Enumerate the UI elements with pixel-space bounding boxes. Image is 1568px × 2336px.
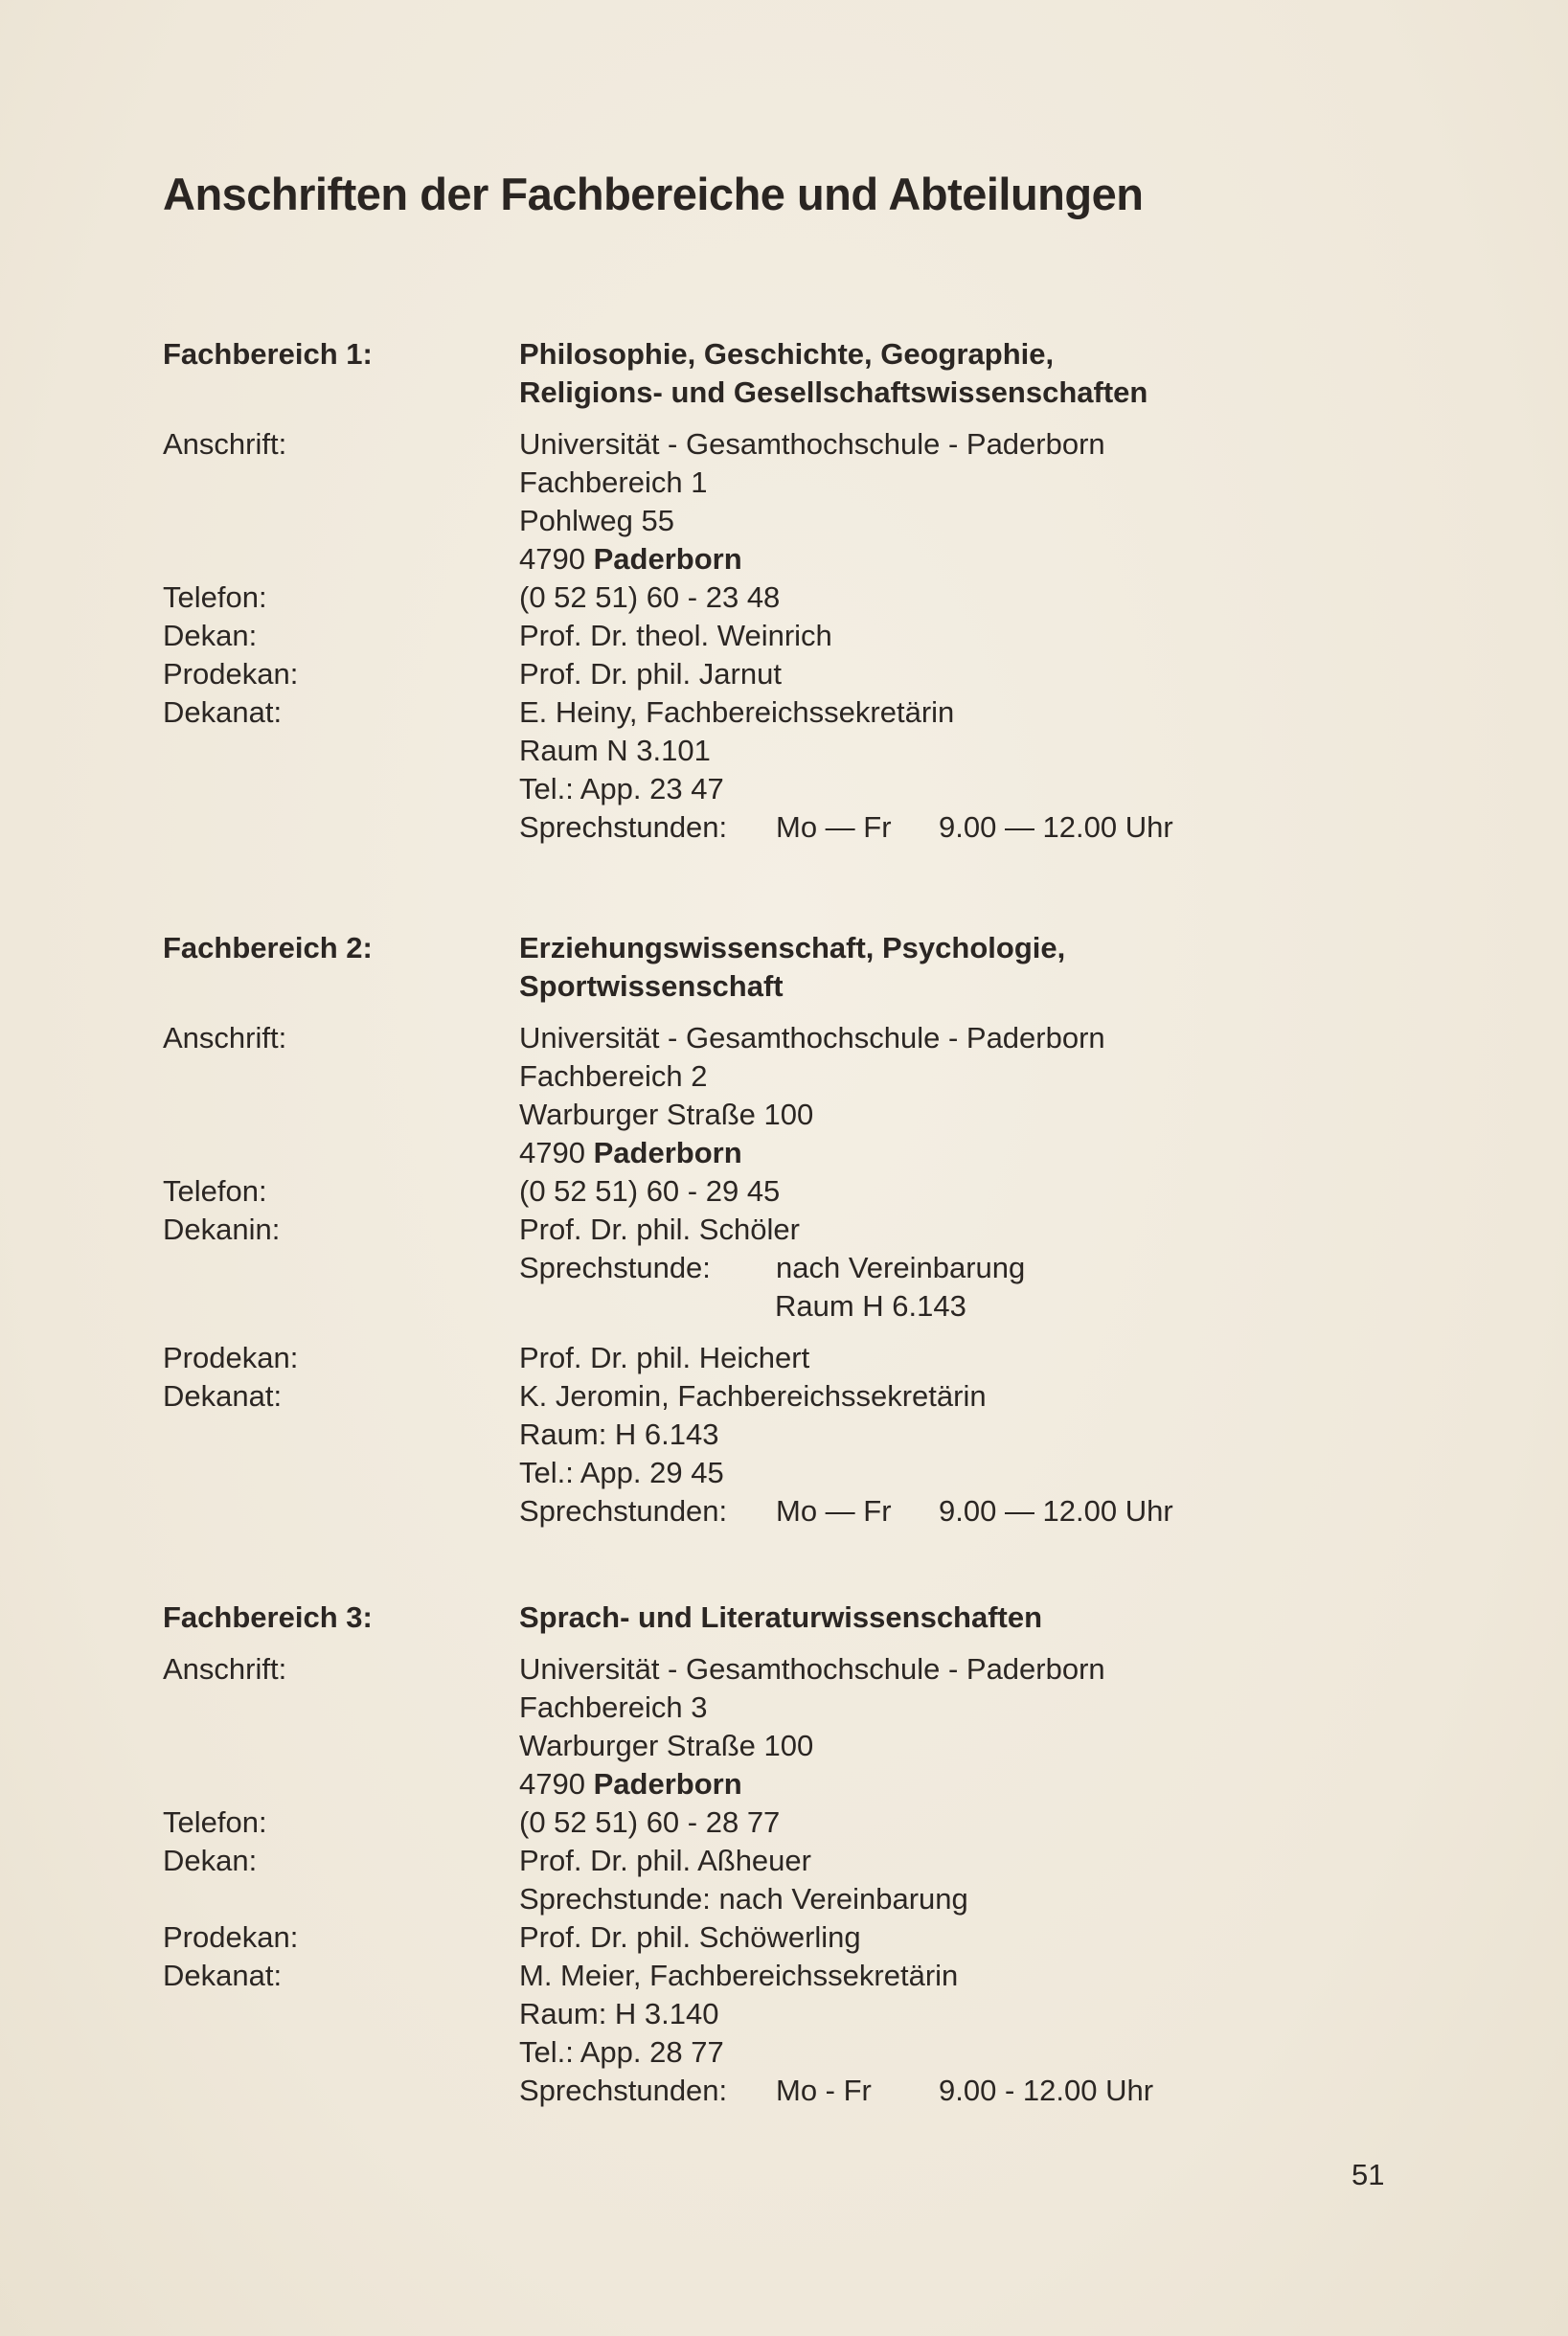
dean-room: Raum H 6.143 bbox=[775, 1289, 966, 1323]
phone-label: Telefon: bbox=[163, 1174, 267, 1208]
address-city-line bbox=[519, 1765, 1408, 1803]
office-hours bbox=[519, 808, 1408, 847]
section-name-line1: Philosophie, Geschichte, Geographie, bbox=[519, 337, 1055, 371]
office-room: Raum: H 6.143 bbox=[519, 1417, 719, 1451]
hours-time: 9.00 — 12.00 Uhr bbox=[939, 1494, 1173, 1528]
office-label: Dekanat: bbox=[163, 695, 283, 729]
dean-name: Prof. Dr. theol. Weinrich bbox=[519, 619, 832, 652]
section-name-line2: Sportwissenschaft bbox=[519, 969, 784, 1003]
hours-time: 9.00 — 12.00 Uhr bbox=[939, 810, 1173, 844]
prodean-label: Prodekan: bbox=[163, 657, 299, 691]
office-tel: Tel.: App. 29 45 bbox=[519, 1456, 724, 1489]
section-name-line1: Sprach- und Literaturwissenschaften bbox=[519, 1600, 1043, 1634]
address-label: Anschrift: bbox=[163, 427, 287, 461]
address-label: Anschrift: bbox=[163, 1021, 287, 1055]
dean-name: Prof. Dr. phil. Schöler bbox=[519, 1213, 800, 1246]
address-line3: Pohlweg 55 bbox=[519, 504, 675, 537]
page-number: 51 bbox=[1352, 2158, 1385, 2191]
address-city-line bbox=[519, 1134, 1408, 1172]
prodean-name: Prof. Dr. phil. Schöwerling bbox=[519, 1920, 861, 1954]
postcode: 4790 bbox=[519, 1136, 585, 1169]
section-fachbereich-3 bbox=[163, 1599, 1408, 2110]
office-hours bbox=[519, 2072, 1408, 2110]
prodean-name: Prof. Dr. phil. Jarnut bbox=[519, 657, 782, 691]
dean-label: Dekan: bbox=[163, 619, 258, 652]
address-line1: Universität - Gesamthochschule - Paderborn bbox=[519, 1021, 1105, 1055]
dean-label: Dekanin: bbox=[163, 1213, 281, 1246]
prodean-label: Prodekan: bbox=[163, 1341, 299, 1374]
address-line2: Fachbereich 2 bbox=[519, 1059, 708, 1093]
section-label: Fachbereich 3: bbox=[163, 1600, 373, 1634]
dean-label: Dekan: bbox=[163, 1844, 258, 1877]
address-line1: Universität - Gesamthochschule - Paderborn bbox=[519, 1652, 1105, 1686]
address-city-line bbox=[519, 540, 1408, 578]
hours-label: Sprechstunden: bbox=[519, 1494, 728, 1528]
office-secretary: M. Meier, Fachbereichssekretärin bbox=[519, 1959, 959, 1992]
office-room: Raum N 3.101 bbox=[519, 734, 711, 767]
hours-days: Mo — Fr bbox=[776, 1494, 892, 1528]
postcode: 4790 bbox=[519, 1767, 585, 1801]
prodean-label: Prodekan: bbox=[163, 1920, 299, 1954]
dean-hours-value: nach Vereinbarung bbox=[776, 1251, 1026, 1284]
office-label: Dekanat: bbox=[163, 1959, 283, 1992]
address-label: Anschrift: bbox=[163, 1652, 287, 1686]
section-fachbereich-2 bbox=[163, 929, 1408, 1531]
dean-hours bbox=[519, 1249, 1408, 1287]
dean-hours: Sprechstunde: nach Vereinbarung bbox=[519, 1882, 968, 1916]
office-hours bbox=[519, 1492, 1408, 1531]
hours-label: Sprechstunden: bbox=[519, 810, 728, 844]
office-room: Raum: H 3.140 bbox=[519, 1997, 719, 2030]
section-label: Fachbereich 1: bbox=[163, 337, 373, 371]
phone-label: Telefon: bbox=[163, 580, 267, 614]
hours-time: 9.00 - 12.00 Uhr bbox=[939, 2074, 1154, 2107]
dean-name: Prof. Dr. phil. Aßheuer bbox=[519, 1844, 811, 1877]
section-label: Fachbereich 2: bbox=[163, 931, 373, 964]
phone-number: (0 52 51) 60 - 28 77 bbox=[519, 1805, 781, 1839]
office-label: Dekanat: bbox=[163, 1379, 283, 1413]
city: Paderborn bbox=[593, 1767, 742, 1801]
phone-label: Telefon: bbox=[163, 1805, 267, 1839]
phone-number: (0 52 51) 60 - 29 45 bbox=[519, 1174, 781, 1208]
section-fachbereich-1 bbox=[163, 335, 1408, 847]
office-secretary: E. Heiny, Fachbereichssekretärin bbox=[519, 695, 955, 729]
office-secretary: K. Jeromin, Fachbereichssekretärin bbox=[519, 1379, 987, 1413]
section-name-line1: Erziehungswissenschaft, Psychologie, bbox=[519, 931, 1066, 964]
postcode: 4790 bbox=[519, 542, 585, 576]
dean-hours-label: Sprechstunde: bbox=[519, 1251, 711, 1284]
office-tel: Tel.: App. 28 77 bbox=[519, 2035, 724, 2069]
hours-days: Mo — Fr bbox=[776, 810, 892, 844]
office-tel: Tel.: App. 23 47 bbox=[519, 772, 724, 805]
section-name-line2: Religions- und Gesellschaftswissenschaften bbox=[519, 375, 1148, 409]
hours-label: Sprechstunden: bbox=[519, 2074, 728, 2107]
address-line2: Fachbereich 1 bbox=[519, 465, 708, 499]
address-line3: Warburger Straße 100 bbox=[519, 1729, 814, 1762]
city: Paderborn bbox=[593, 1136, 742, 1169]
page-title: Anschriften der Fachbereiche und Abteilungen bbox=[163, 169, 1144, 219]
address-line1: Universität - Gesamthochschule - Paderborn bbox=[519, 427, 1105, 461]
address-line2: Fachbereich 3 bbox=[519, 1690, 708, 1724]
address-line3: Warburger Straße 100 bbox=[519, 1098, 814, 1131]
prodean-name: Prof. Dr. phil. Heichert bbox=[519, 1341, 810, 1374]
phone-number: (0 52 51) 60 - 23 48 bbox=[519, 580, 781, 614]
city: Paderborn bbox=[593, 542, 742, 576]
hours-days: Mo - Fr bbox=[776, 2074, 872, 2107]
